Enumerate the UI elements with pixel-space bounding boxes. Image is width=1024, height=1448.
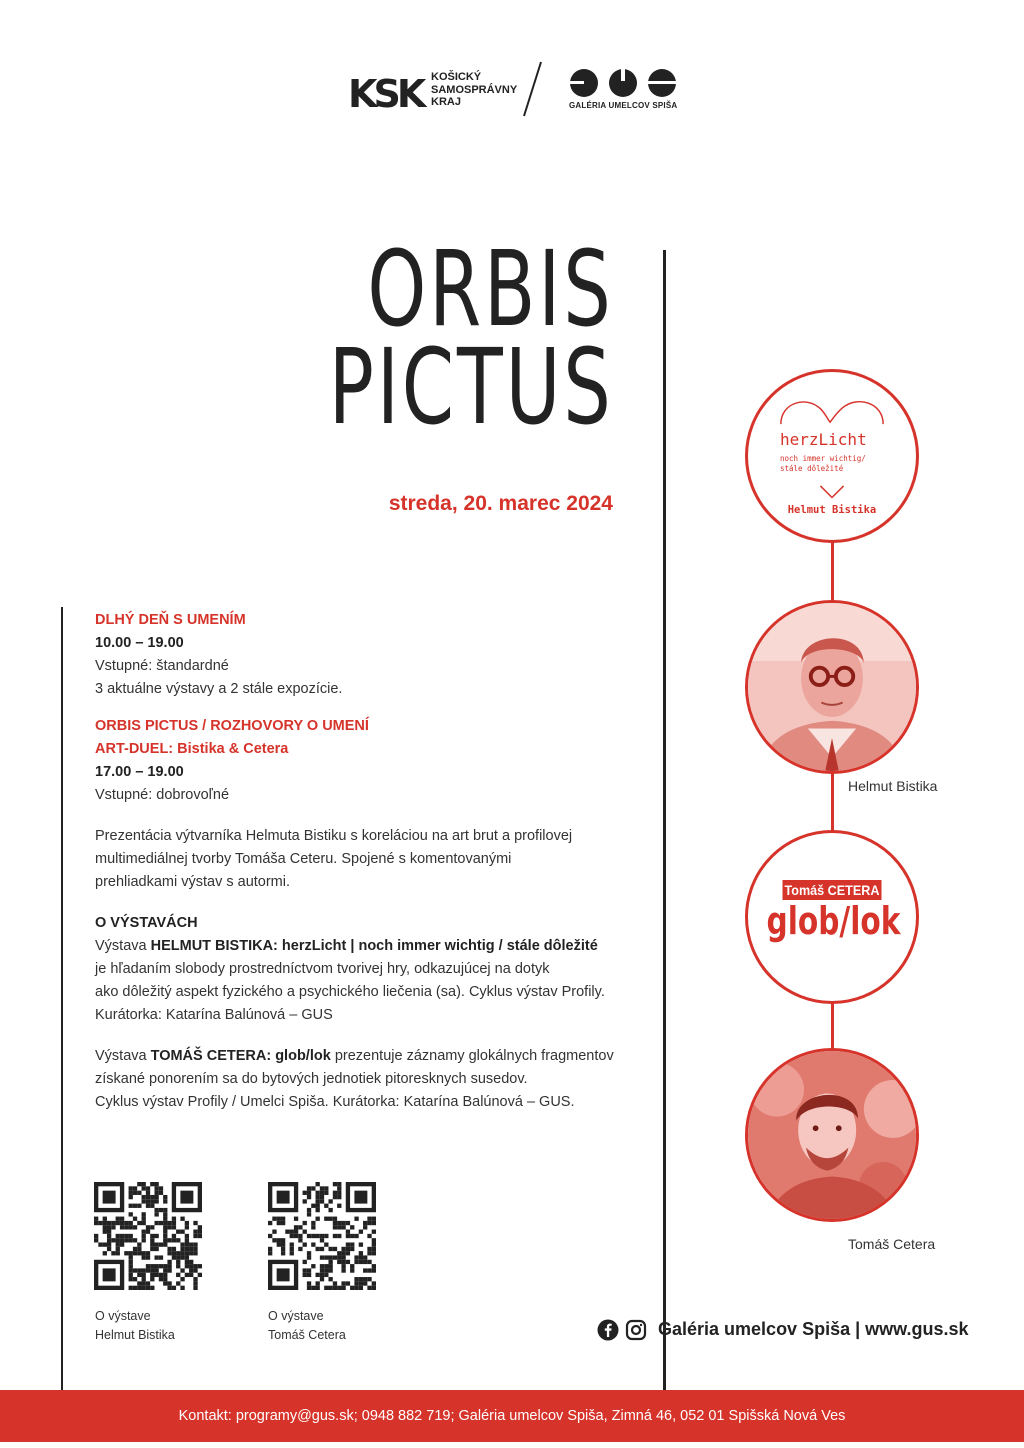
ksk-line-3: KRAJ xyxy=(431,96,461,108)
qr1-caption-line-1: O výstave xyxy=(95,1309,151,1323)
block1-entry: Vstupné: štandardné xyxy=(95,658,229,674)
caption-bistika: Helmut Bistika xyxy=(848,778,938,794)
facebook-icon[interactable] xyxy=(597,1319,619,1341)
exhibit1-line-1 xyxy=(95,935,655,958)
exhibit2-line-3: Cyklus výstav Profily / Umelci Spiša. Kurátorka: Katarína Balúnová – GUS. xyxy=(95,1094,575,1110)
event-title xyxy=(329,228,614,448)
portrait-bistika-image xyxy=(748,603,916,771)
block1-note: 3 aktuálne výstavy a 2 stále expozície. xyxy=(95,681,343,697)
ksk-line-2: SAMOSPRÁVNY xyxy=(431,83,518,96)
exhibit1-prefix: Výstava xyxy=(95,938,151,954)
qr-caption-cetera xyxy=(268,1307,346,1345)
block2-entry: Vstupné: dobrovoľné xyxy=(95,787,230,803)
globlok-artist-badge: Tomáš CETERA xyxy=(783,880,882,900)
block2-subheading: ART-DUEL: Bistika & Cetera xyxy=(95,741,289,757)
block2-heading: ORBIS PICTUS / ROZHOVORY O UMENÍ xyxy=(95,718,369,734)
title-line-1: ORBIS xyxy=(367,228,614,350)
social-icons xyxy=(597,1319,647,1341)
herzlicht-circle xyxy=(745,369,919,543)
portrait-bistika xyxy=(745,600,919,774)
ksk-logo: KSK xyxy=(348,72,423,116)
left-rule xyxy=(61,607,63,1390)
about-heading: O VÝSTAVÁCH xyxy=(95,915,198,931)
globlok-title: glob/lok xyxy=(766,899,901,943)
ksk-line-1: KOŠICKÝ xyxy=(431,71,482,83)
portrait-cetera xyxy=(745,1048,919,1222)
caption-cetera: Tomáš Cetera xyxy=(848,1236,936,1252)
qr-code-cetera[interactable] xyxy=(268,1182,376,1290)
title-line-2: PICTUS xyxy=(329,326,614,448)
center-rule xyxy=(663,250,666,1390)
intro-line-1: Prezentácia výtvarníka Helmuta Bistiku s koreláciou na art brut a profilovej xyxy=(95,828,573,844)
exhibit2-line-2: získané ponorením sa do bytových jednotiek pitoresknych susedov. xyxy=(95,1071,528,1087)
globlok-circle xyxy=(745,830,919,1004)
exhibit2-prefix: Výstava xyxy=(95,1048,151,1064)
instagram-icon[interactable] xyxy=(625,1319,647,1341)
herzlicht-artist: Helmut Bistika xyxy=(787,504,877,516)
exhibit2-line-1 xyxy=(95,1045,655,1068)
intro-line-3: prehliadkami výstav s autormi. xyxy=(95,874,291,890)
logo-divider xyxy=(521,60,543,118)
exhibit2-title: TOMÁŠ CETERA: glob/lok xyxy=(150,1048,331,1064)
herzlicht-title: herzLicht xyxy=(780,430,867,449)
qr2-caption-line-1: O výstave xyxy=(268,1309,324,1323)
block1-heading: DLHÝ DEŇ S UMENÍM xyxy=(95,612,246,628)
block2-time: 17.00 – 19.00 xyxy=(95,764,184,780)
exhibit1-line-3: ako dôležitý aspekt fyzického a psychického liečenia (sa). Cyklus výstav Profily. xyxy=(95,984,605,1000)
intro-line-2: multimediálnej tvorby Tomáša Ceteru. Spojené s komentovanými xyxy=(95,851,512,867)
ksk-logo-text xyxy=(431,71,517,109)
program-text xyxy=(95,609,655,1114)
gus-logo-text: GALÉRIA UMELCOV SPIŠA xyxy=(569,101,678,110)
herzlicht-subtitle xyxy=(780,454,866,474)
exhibit2-rest: prezentuje záznamy glokálnych fragmentov xyxy=(330,1048,614,1064)
contact-bar: Kontakt: programy@gus.sk; 0948 882 719; Galéria umelcov Spiša, Zimná 46, 052 01 Spišská Nová Ves xyxy=(0,1390,1024,1442)
portrait-cetera-image xyxy=(748,1051,916,1219)
exhibit1-line-4: Kurátorka: Katarína Balúnová – GUS xyxy=(95,1007,333,1023)
exhibit1-title: HELMUT BISTIKA: herzLicht | noch immer wichtig / stále dôležité xyxy=(150,938,598,954)
event-date: streda, 20. marec 2024 xyxy=(388,492,613,515)
herzlicht-sub-2: stále dôležité xyxy=(780,464,844,473)
gus-logo xyxy=(569,68,677,98)
header-logos xyxy=(345,62,685,118)
block1-time: 10.00 – 19.00 xyxy=(95,635,184,651)
qr1-caption-line-2: Helmut Bistika xyxy=(95,1328,175,1342)
qr-caption-bistika xyxy=(95,1307,175,1345)
qr-code-bistika[interactable] xyxy=(94,1182,202,1290)
qr2-caption-line-2: Tomáš Cetera xyxy=(268,1328,346,1342)
website-link[interactable]: Galéria umelcov Spiša | www.gus.sk xyxy=(658,1319,969,1339)
exhibit1-line-2: je hľadaním slobody prostredníctvom tvorivej hry, odkazujúcej na dotyk xyxy=(95,961,550,977)
herzlicht-sub-1: noch immer wichtig/ xyxy=(780,454,866,463)
